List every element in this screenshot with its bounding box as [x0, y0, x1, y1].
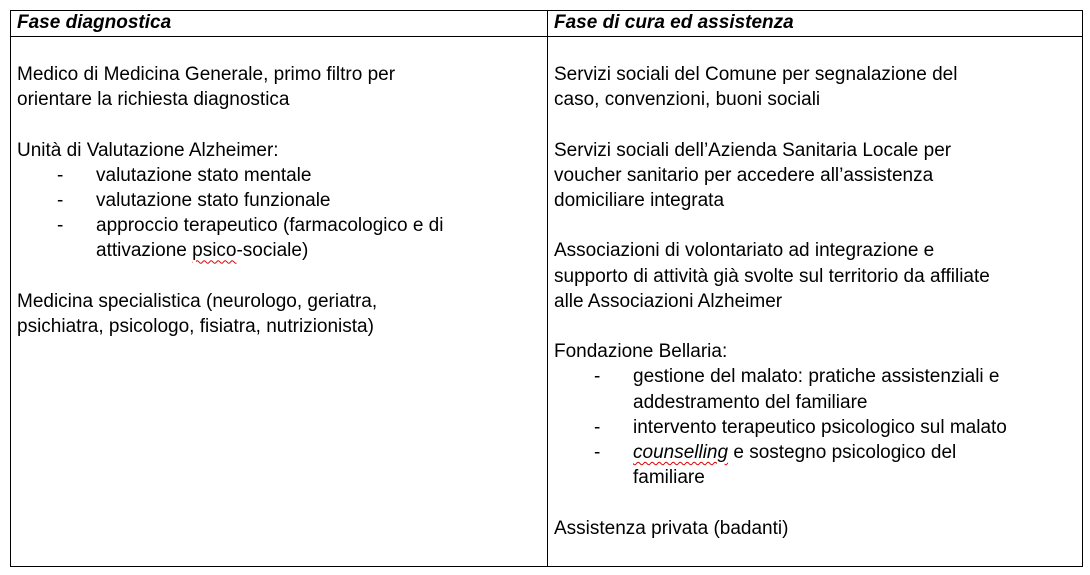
header-divider	[11, 36, 1082, 37]
list-item	[17, 163, 537, 188]
bullet-dash: -	[594, 366, 601, 388]
uva-title: Unità di Valutazione Alzheimer:	[17, 139, 279, 161]
bullet-text: familiare	[633, 467, 705, 489]
bullet-text-pre: attivazione	[96, 240, 193, 262]
bullet-text: valutazione stato mentale	[96, 164, 312, 186]
bullet-dash: -	[594, 416, 601, 438]
bullet-text: intervento terapeutico psicologico sul malato	[633, 416, 1007, 438]
bullet-text: gestione del malato: pratiche assistenziali e	[633, 366, 1000, 388]
specialist-line-2: psichiatra, psicologo, fisiatra, nutrizionista)	[17, 316, 374, 337]
gp-line-2: orientare la richiesta diagnostica	[17, 89, 290, 111]
private-care-line: Assistenza privata (badanti)	[554, 517, 789, 539]
gp-line-1: Medico di Medicina Generale, primo filtro per	[17, 64, 396, 85]
services-table	[10, 10, 1083, 567]
header-diagnostic-phase: Fase diagnostica	[17, 12, 172, 33]
volunteer-line-2: supporto di attività già svolte sul territorio da affiliate	[554, 265, 990, 287]
diagnostic-column	[17, 62, 537, 339]
bullet-dash: -	[57, 164, 64, 186]
bullet-dash: -	[594, 442, 601, 463]
bullet-dash: -	[57, 190, 64, 211]
list-item	[554, 364, 1079, 414]
municipal-services-line-2: caso, convenzioni, buoni sociali	[554, 89, 821, 111]
list-item	[17, 188, 537, 213]
spellcheck-word: psico	[192, 240, 237, 262]
volunteer-line-3: alle Associazioni Alzheimer	[554, 290, 783, 312]
list-item	[17, 213, 537, 263]
bullet-text: approccio terapeutico (farmacologico e di	[96, 215, 444, 237]
municipal-services-line-1: Servizi sociali del Comune per segnalazione del	[554, 64, 958, 85]
header-care-phase: Fase di cura ed assistenza	[554, 12, 794, 33]
list-item	[554, 415, 1079, 440]
asl-services-line-1: Servizi sociali dell’Azienda Sanitaria Locale per	[554, 139, 952, 161]
bullet-text: addestramento del familiare	[633, 391, 868, 413]
bullet-text: valutazione stato funzionale	[96, 190, 331, 211]
care-column	[554, 62, 1079, 541]
spellcheck-word: counselling	[633, 442, 729, 463]
column-divider	[547, 11, 548, 566]
bullet-text-post: -sociale)	[236, 240, 309, 262]
specialist-line-1: Medicina specialistica (neurologo, geriatra,	[17, 290, 378, 312]
bullet-dash: -	[57, 215, 64, 237]
asl-services-line-3: domiciliare integrata	[554, 190, 725, 211]
bellaria-title: Fondazione Bellaria:	[554, 341, 728, 363]
list-item	[554, 440, 1079, 490]
volunteer-line-1: Associazioni di volontariato ad integrazione e	[554, 240, 935, 262]
bullet-text-post: e sostegno psicologico del	[728, 442, 957, 463]
asl-services-line-2: voucher sanitario per accedere all’assistenza	[554, 164, 934, 186]
